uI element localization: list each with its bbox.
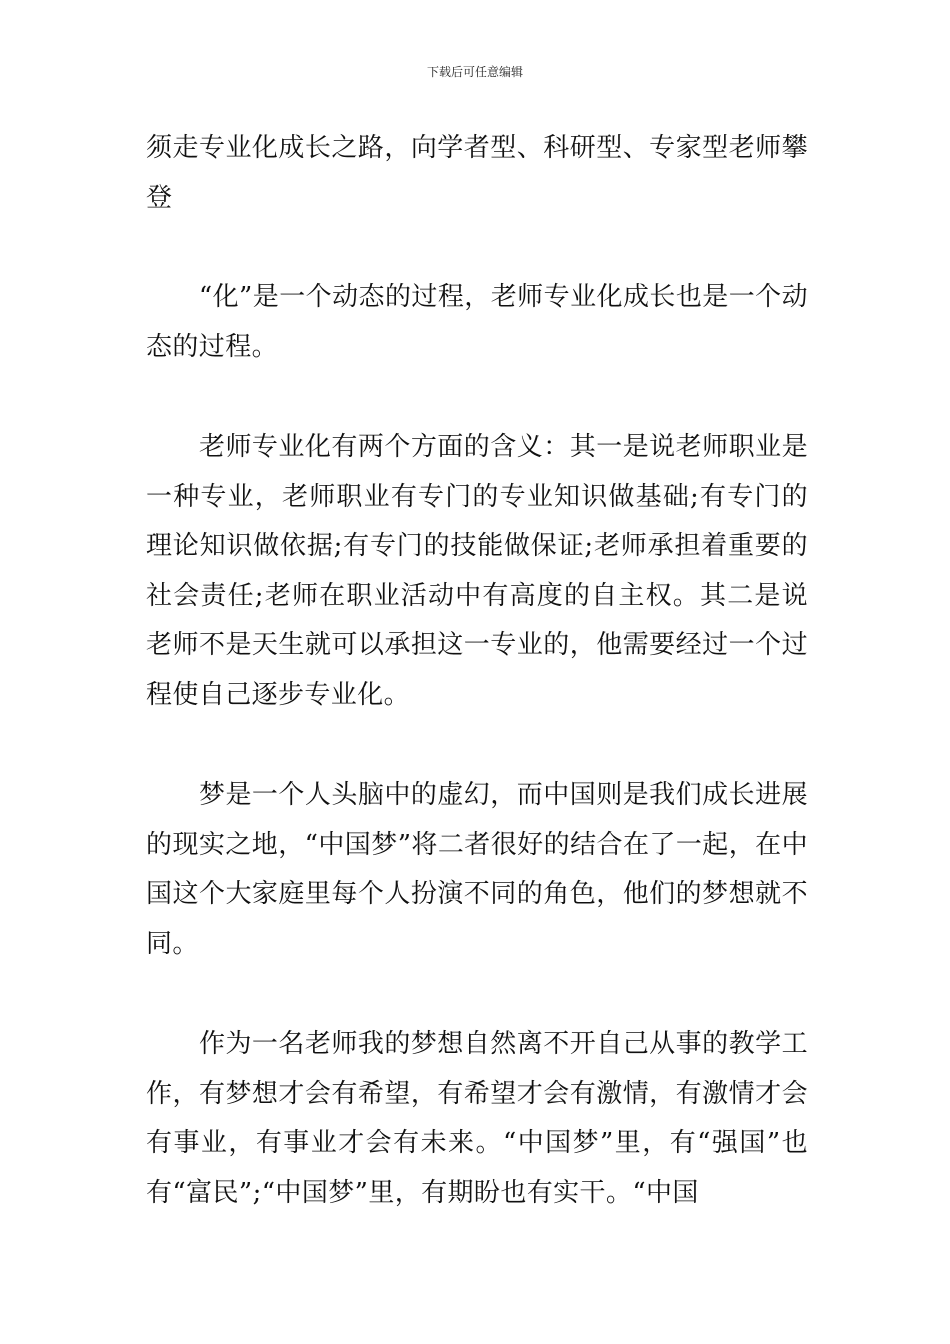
paragraph-1: 须走专业化成长之路，向学者型、科研型、专家型老师攀登 (146, 133, 808, 213)
paragraph-4: 梦是一个人头脑中的虚幻，而中国则是我们成长进展的现实之地，“中国梦”将二者很好的结合在了一起，在中国这个大家庭里每个人扮演不同的角色，他们的梦想就不同。 (146, 780, 808, 959)
paragraph-5: 作为一名老师我的梦想自然离不开自己从事的教学工作，有梦想才会有希望，有希望才会有激情，有激情才会有事业，有事业才会有未来。“中国梦”里，有“强国”也有“富民”;“中国梦”里，有期盼也有实干。“中国 (146, 1029, 808, 1208)
document-body (146, 124, 808, 1269)
paragraph-2: “化”是一个动态的过程，老师专业化成长也是一个动态的过程。 (146, 282, 808, 362)
page-header-note: 下载后可任意编辑 (426, 65, 523, 79)
paragraph-3: 老师专业化有两个方面的含义：其一是说老师职业是一种专业，老师职业有专门的专业知识做基础;有专门的理论知识做依据;有专门的技能做保证;老师承担着重要的社会责任;老师在职业活动中有高度的自主权。其二是说老师不是天生就可以承担这一专业的，他需要经过一个过程使自己逐步专业化。 (146, 432, 808, 710)
